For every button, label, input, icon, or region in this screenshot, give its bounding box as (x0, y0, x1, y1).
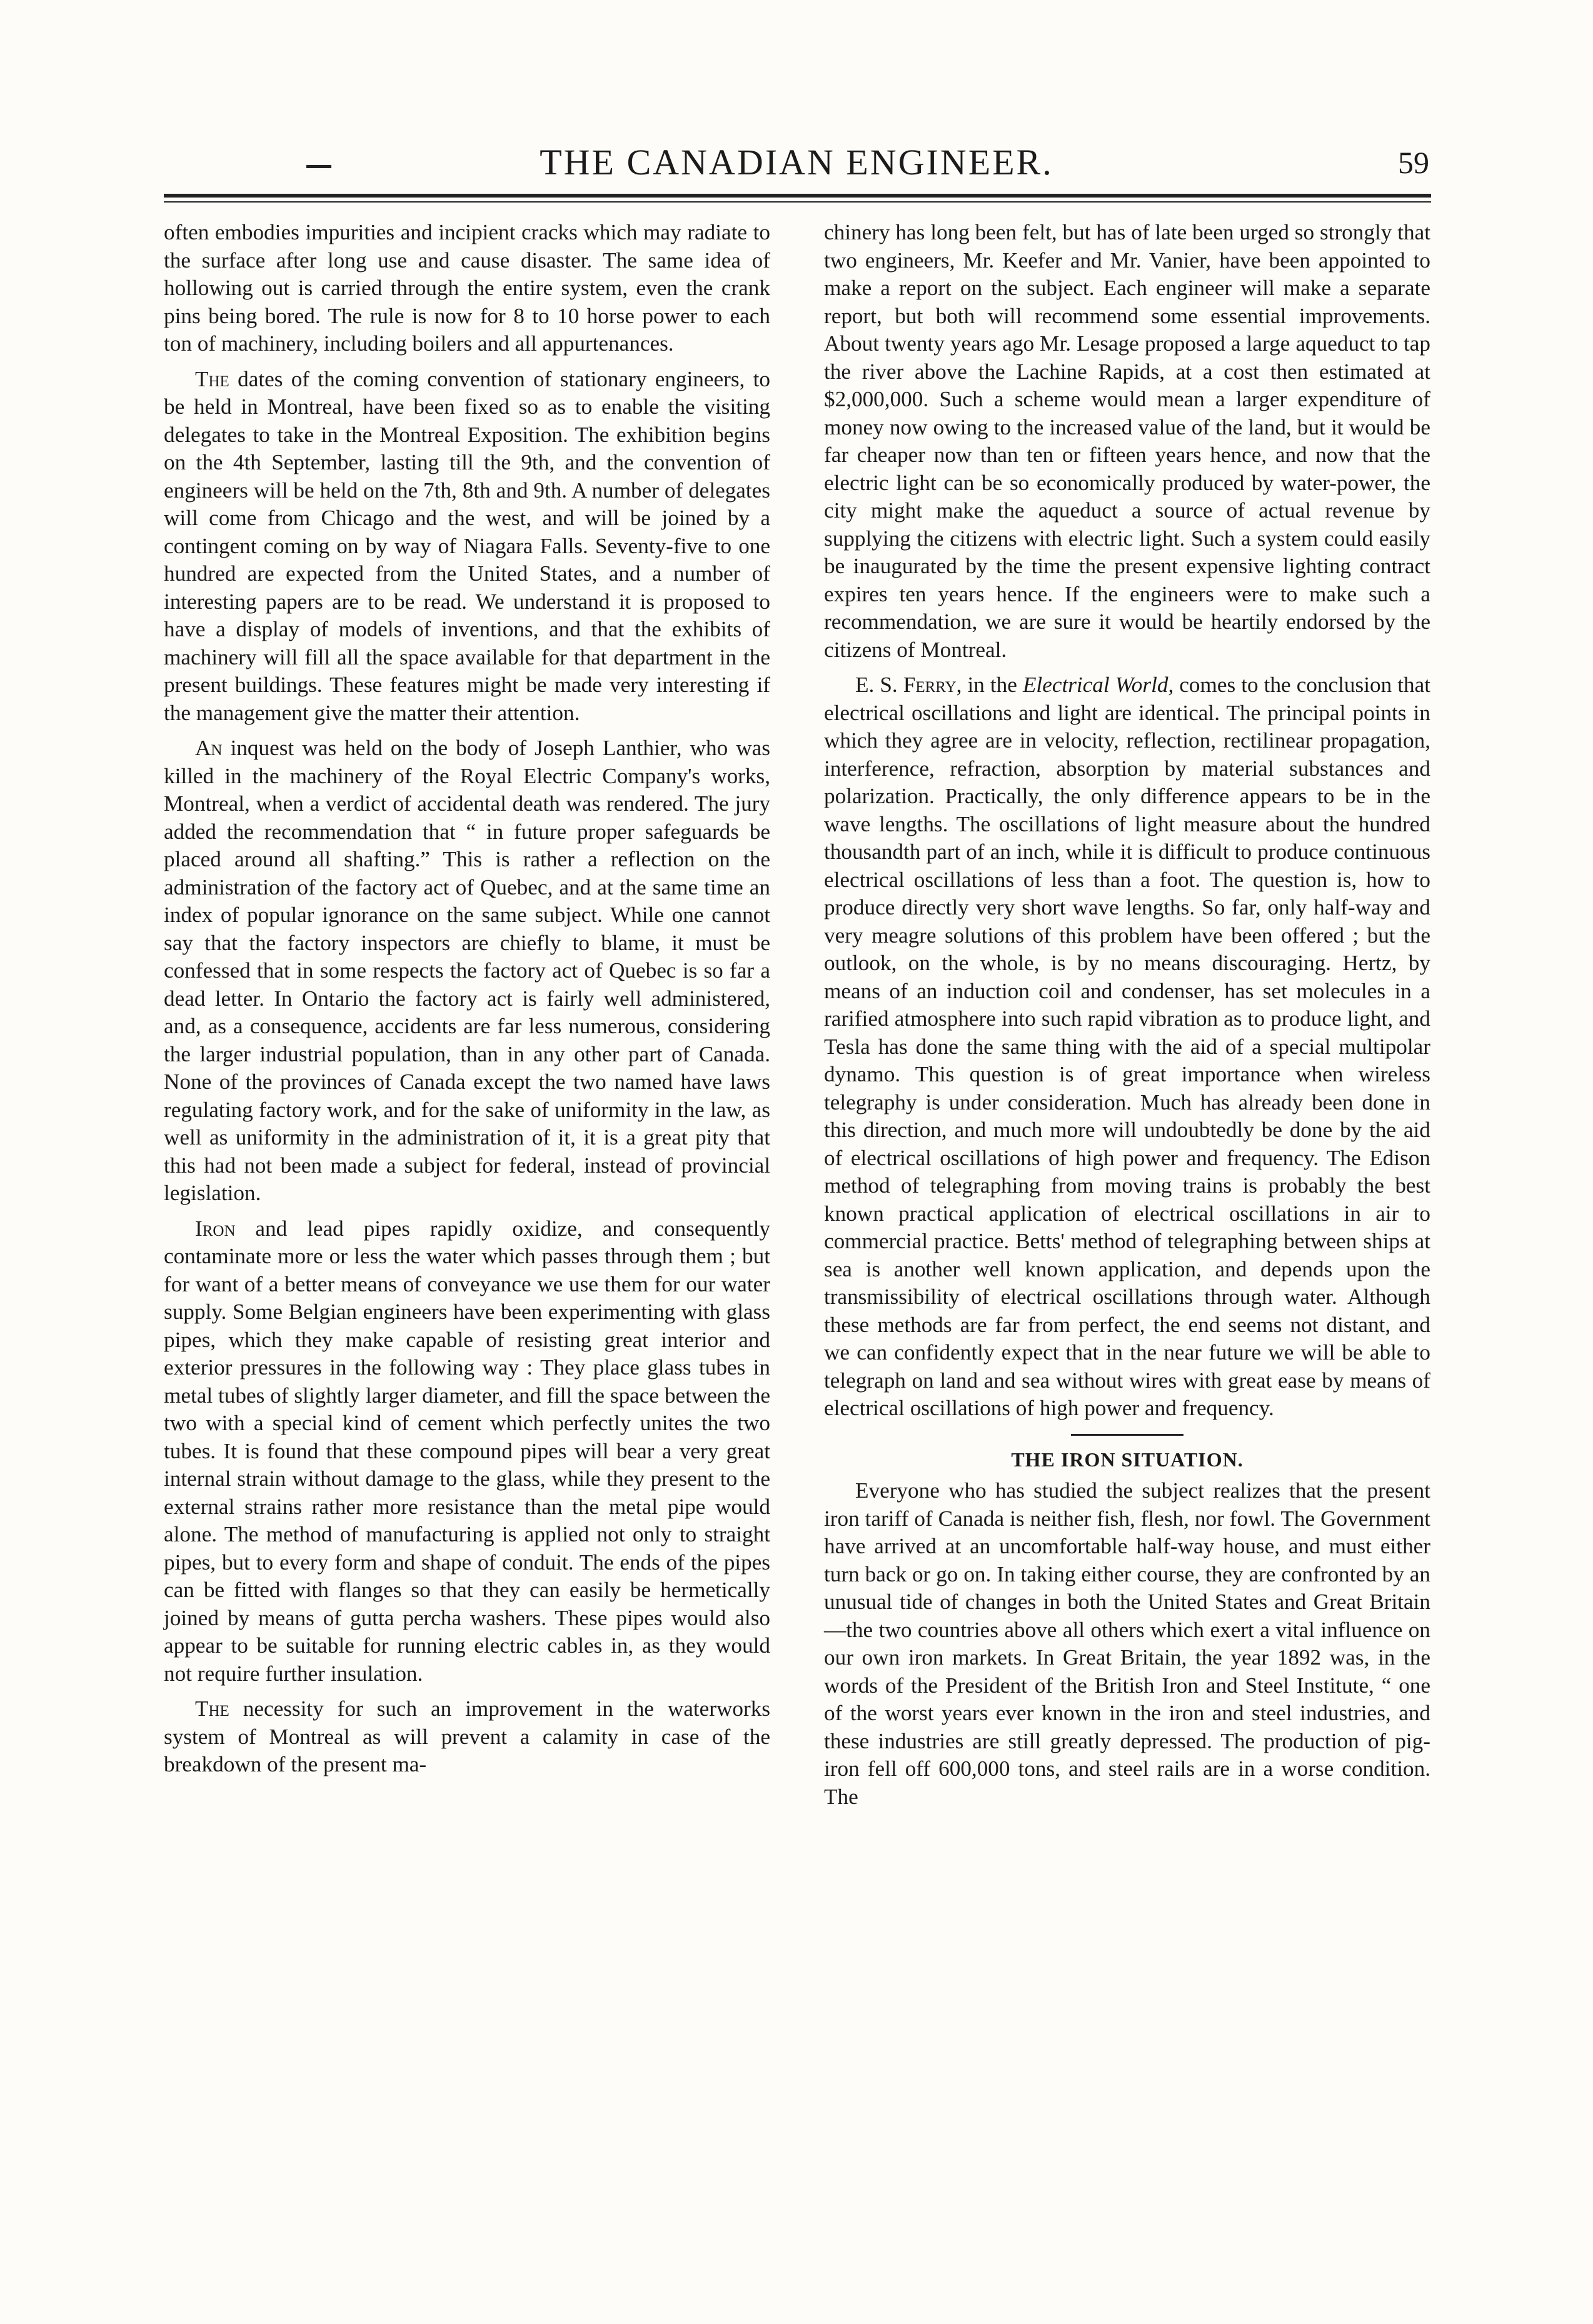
paragraph-lead: The (195, 366, 229, 391)
page-number: 59 (1398, 145, 1429, 180)
paragraph-iron-situation: Everyone who has studied the subject realizes that the present iron tariff of Canada is neither fish, flesh, nor fowl. The Government have arrived at an uncomfortable half-way house, and must either turn back or go on. In taking either course, they are confronted by an unusual tide of changes in both the United States and Great Britain—the two countries above all others which exert a vital influence on our own iron markets. In Great Britain, the year 1892 was, in the words of the President of the British Iron and Steel Institute, “ one of the worst years ever known in the iron and steel industries, and these industries are still greatly depressed. The production of pig-iron fell off 600,000 tons, and steel rails are in a worse condition. The (824, 1478, 1430, 1809)
paragraph-waterworks (164, 1695, 770, 1779)
paragraph-iron-pipes (164, 1215, 770, 1688)
header-rule-thin (164, 201, 1431, 203)
paragraph-convention (164, 366, 770, 728)
paragraph-body: inquest was held on the body of Joseph Lanthier, who was killed in the machinery of the Royal Electric Company's works, Montreal, when a verdict of accidental death was rendered. The jury added the recommendation that “ in future proper safeguards be placed around all shafting.” This is rather a reflection on the administration of the factory act of Quebec, and at the same time an index of popular ignorance on the same subject. While one cannot say that the factory inspectors are chiefly to blame, it must be confessed that in some respects the factory act of Quebec is so far a dead letter. In Ontario the factory act is fairly well administered, and, as a consequence, accidents are far less numerous, considering the larger industrial population, than in any other part of Canada. None of the provinces of Canada except the two named have laws regulating factory work, and for the sake of uniformity in the law, as well as uniformity in the administration of it, it is a great pity that this had not been made a subject for federal, instead of provincial legislation. (164, 736, 770, 1205)
paragraph-lead: Iron (195, 1216, 236, 1241)
running-header (0, 138, 1593, 194)
paragraph-lead: E. S. Ferry, (855, 673, 962, 697)
paragraph-body: comes to the conclusion that electrical oscillations and light are identical. The principal points in which they agree are in velocity, reflection, rectilinear propagation, interference, refraction, absorption by material substances and polarization. Practically, the only difference appears to be in the wave lengths. The oscillations of light measure about the hundred thousandth part of an inch, while it is difficult to produce continuous electrical oscillations of less than a foot. The question is, how to produce directly very short wave lengths. So far, only half-way and very meagre solutions of this problem have been offered ; but the outlook, on the whole, is by no means discouraging. Hertz, by means of an induction coil and condenser, has set molecules in a rarified atmosphere into such rapid vibration as to produce light, and Tesla has done the same thing with the aid of a special multipolar dynamo. This question is of great importance when wireless telegraphy is under consideration. Much has already been done in this direction, and much more will undoubtedly be done by the aid of electrical oscillations of high power and frequency. The Edison method of telegraphing from moving trains is probably the best known practical application of electrical oscillations in air to commercial practice. Betts' method of telegraphing between ships at sea is another well known application, and depends upon the transmissibility of electrical oscillations through water. Although these methods are far from perfect, the end seems not distant, and we can confidently expect that in the near future we will be able to telegraph on land and sea without wires with great ease by means of electrical oscillations of high power and frequency. (824, 673, 1430, 1420)
paragraph-body: in the (962, 673, 1023, 697)
right-column (824, 219, 1430, 1811)
paragraph-inquest (164, 734, 770, 1208)
section-separator (1071, 1434, 1183, 1436)
paragraph-body: necessity for such an improvement in the waterworks system of Montreal as will prevent a calamity in case of the breakdown of the present ma- (164, 1696, 770, 1776)
paragraph-lead: The (195, 1696, 229, 1721)
journal-title: THE CANADIAN ENGINEER. (540, 142, 1053, 183)
paragraph-oscillations (824, 671, 1430, 1423)
publication-name: Electrical World, (1022, 673, 1174, 697)
paragraph-lead: An (195, 736, 223, 760)
paragraph-continued: chinery has long been felt, but has of late been urged so strongly that two engineers, Mr. Keefer and Mr. Vanier, have been appointed to make a report on the subject. Each engineer will make a separate report, but both will recommend some essential improvements. About twenty years ago Mr. Lesage proposed a large aqueduct to tap the river above the Lachine Rapids, at a cost then estimated at $2,000,000. Such a scheme would mean a larger expenditure of money now owing to the increased value of the land, but it would be far cheaper now than ten or fifteen years hence, and now that the electric light can be so economically produced by water-power, the city might make the aqueduct a source of actual revenue by supplying the citizens with electric light. Such a system could easily be inaugurated by the time the present expensive lighting contract expires ten years hence. If the engineers were to make such a recommendation, we are sure it would be heartily endorsed by the citizens of Montreal. (824, 220, 1430, 662)
paragraph-body: dates of the coming convention of stationary engineers, to be held in Montreal, have been fixed so as to enable the visiting delegates to take in the Montreal Exposition. The exhibition begins on the 4th September, lasting till the 9th, and the convention of engineers will be held on the 7th, 8th and 9th. A number of delegates will come from Chicago and the west, and will be joined by a contingent coming on by way of Niagara Falls. Seventy-five to one hundred are expected from the United States, and a number of interesting papers are to be read. We understand it is proposed to have a display of models of inventions, and that the exhibits of machinery will fill all the space available for that department in the present buildings. These features might be made very interesting if the management give the matter their attention. (164, 366, 770, 725)
paragraph-continued: often embodies impurities and incipient cracks which may radiate to the surface after long use and cause disaster. The same idea of hollowing out is carried through the entire system, even the crank pins being bored. The rule is now for 8 to 10 horse power to each ton of machinery, including boilers and all appurtenances. (164, 220, 770, 356)
paragraph-body: and lead pipes rapidly oxidize, and consequently contaminate more or less the water which passes through them ; but for want of a better means of conveyance we use them for our water supply. Some Belgian engineers have been experimenting with glass pipes, which they make capable of resisting great interior and exterior pressures in the following way : They place glass tubes in metal tubes of slightly larger diameter, and fill the space between the two with a special kind of cement which perfectly unites the two tubes. It is found that these compound pipes will bear a very great internal strain without damage to the glass, while they present to the external strains rather more resistance than the metal pipe would alone. The method of manufacturing is applied not only to straight pipes, but to every form and shape of conduit. The ends of the pipes can be fitted with flanges so that they can easily be hermetically joined by means of gutta percha washers. These pipes would also appear to be suitable for running electric cables in, as they would not require further insulation. (164, 1216, 770, 1686)
left-column (164, 219, 770, 1779)
section-heading: THE IRON SITUATION. (1011, 1448, 1244, 1471)
header-rule-thick (164, 194, 1431, 198)
